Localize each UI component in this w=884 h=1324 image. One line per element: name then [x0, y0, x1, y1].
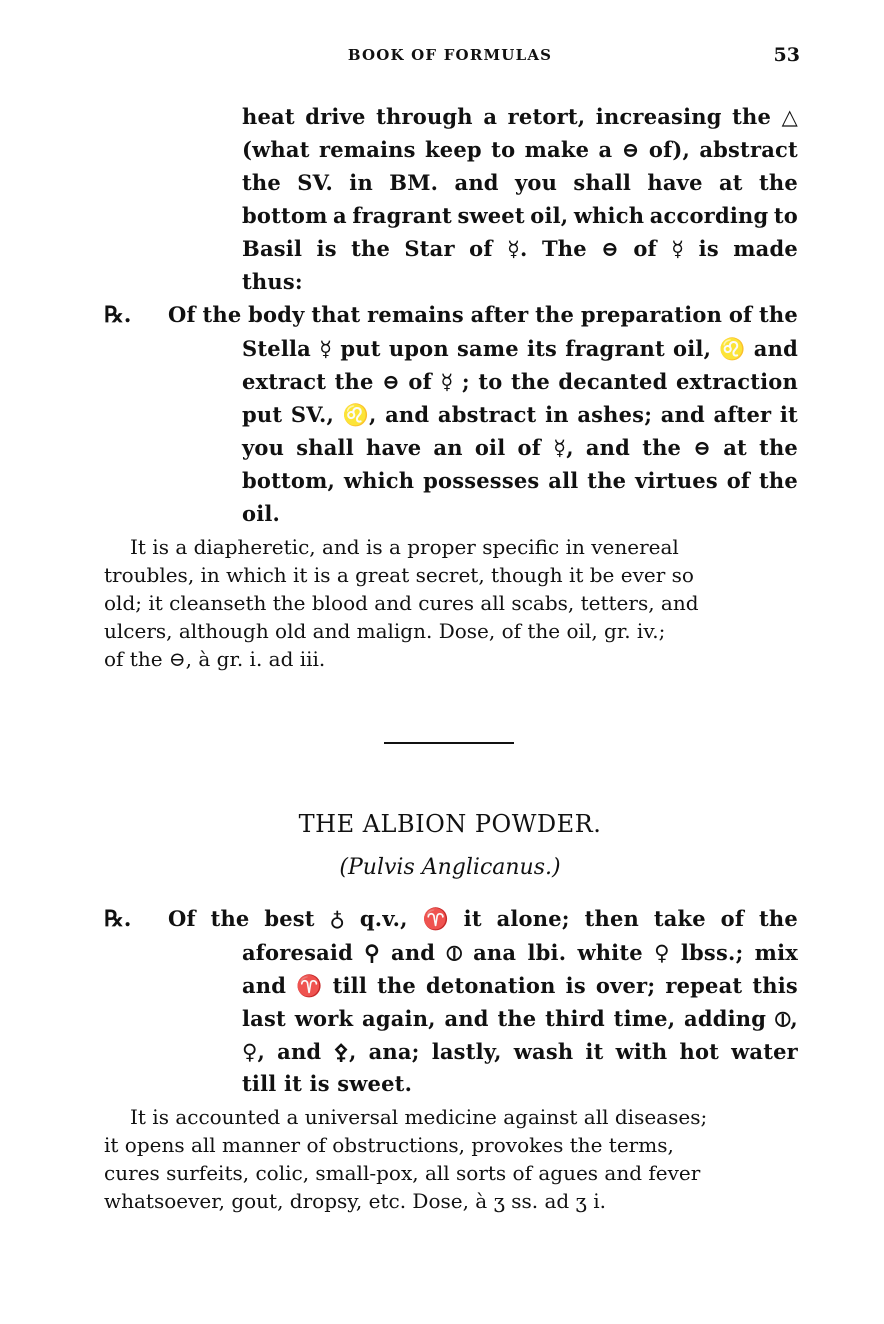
recipe2-line-5: till it is sweet. [242, 1071, 413, 1096]
paragraph1-line-3: old; it cleanseth the blood and cures all scabs, tetters, and [104, 591, 699, 615]
paragraph1-line-2: troubles, in which it is a great secret, though it be ever so [104, 563, 694, 587]
recipe-mark: ℞. [104, 302, 132, 328]
page-number: 53 [773, 44, 800, 66]
section-title: THE ALBION POWDER. [298, 810, 602, 838]
block1-line-6: thus: [242, 269, 303, 294]
section-subtitle: (Pulvis Anglicanus.) [339, 855, 561, 880]
paragraph2-line-2: it opens all manner of obstructions, provokes the terms, [104, 1133, 674, 1157]
recipe1-line-4: you shall have an oil of ☿, and the ⊖ at the [242, 435, 798, 460]
paragraph2-line-3: cures surfeits, colic, small-pox, all sorts of agues and fever [104, 1161, 701, 1185]
recipe2-first-line: Of the best ♁ q.v., ♈ it alone; then take of the [168, 906, 798, 931]
block1-line-5: Basil is the Star of ☿. The ⊖ of ☿ is made [242, 236, 798, 261]
recipe2-line-3: last work again, and the third time, adding ⦶, [242, 1006, 798, 1031]
running-title: BOOK OF FORMULAS [347, 46, 553, 64]
block1-line-1: heat drive through a retort, increasing the △ [242, 104, 798, 129]
paragraph1-line-5: of the ⊖, à gr. i. ad iii. [104, 647, 326, 671]
recipe1-line-5: bottom, which possesses all the virtues of the [242, 468, 798, 493]
recipe2-line-4: ♀, and ⚴, ana; lastly, wash it with hot water [242, 1039, 798, 1064]
paragraph2-line-1: It is accounted a universal medicine against all diseases; [130, 1105, 708, 1129]
recipe1-first-line: Of the body that remains after the preparation of the [168, 302, 798, 327]
recipe1-line-3: put SV., ♌, and abstract in ashes; and after it [242, 402, 798, 427]
block1-line-4: bottom a fragrant sweet oil, which according to [242, 203, 798, 228]
recipe1-line-6: oil. [242, 501, 281, 526]
section-divider [384, 742, 514, 744]
recipe2-line-2: and ♈ till the detonation is over; repeat this [242, 973, 798, 998]
block1-line-3: the SV. in BM. and you shall have at the [242, 170, 798, 195]
recipe2-line-1: aforesaid ⚲ and ⦶ ana lbi. white ♀ lbss.; mix [242, 940, 798, 965]
paragraph1-line-1: It is a diapheretic, and is a proper specific in venereal [130, 535, 679, 559]
paragraph2-line-4: whatsoever, gout, dropsy, etc. Dose, à ʒ ss. ad ʒ i. [104, 1189, 606, 1213]
running-head [100, 46, 800, 70]
paragraph1-line-4: ulcers, although old and malign. Dose, of the oil, gr. iv.; [104, 619, 666, 643]
block1-line-2: (what remains keep to make a ⊖ of), abstract [242, 137, 798, 162]
recipe-mark: ℞. [104, 906, 132, 932]
recipe1-line-1: Stella ☿ put upon same its fragrant oil, ♌ and [242, 336, 798, 361]
recipe1-line-2: extract the ⊖ of ☿ ; to the decanted extraction [242, 369, 798, 394]
